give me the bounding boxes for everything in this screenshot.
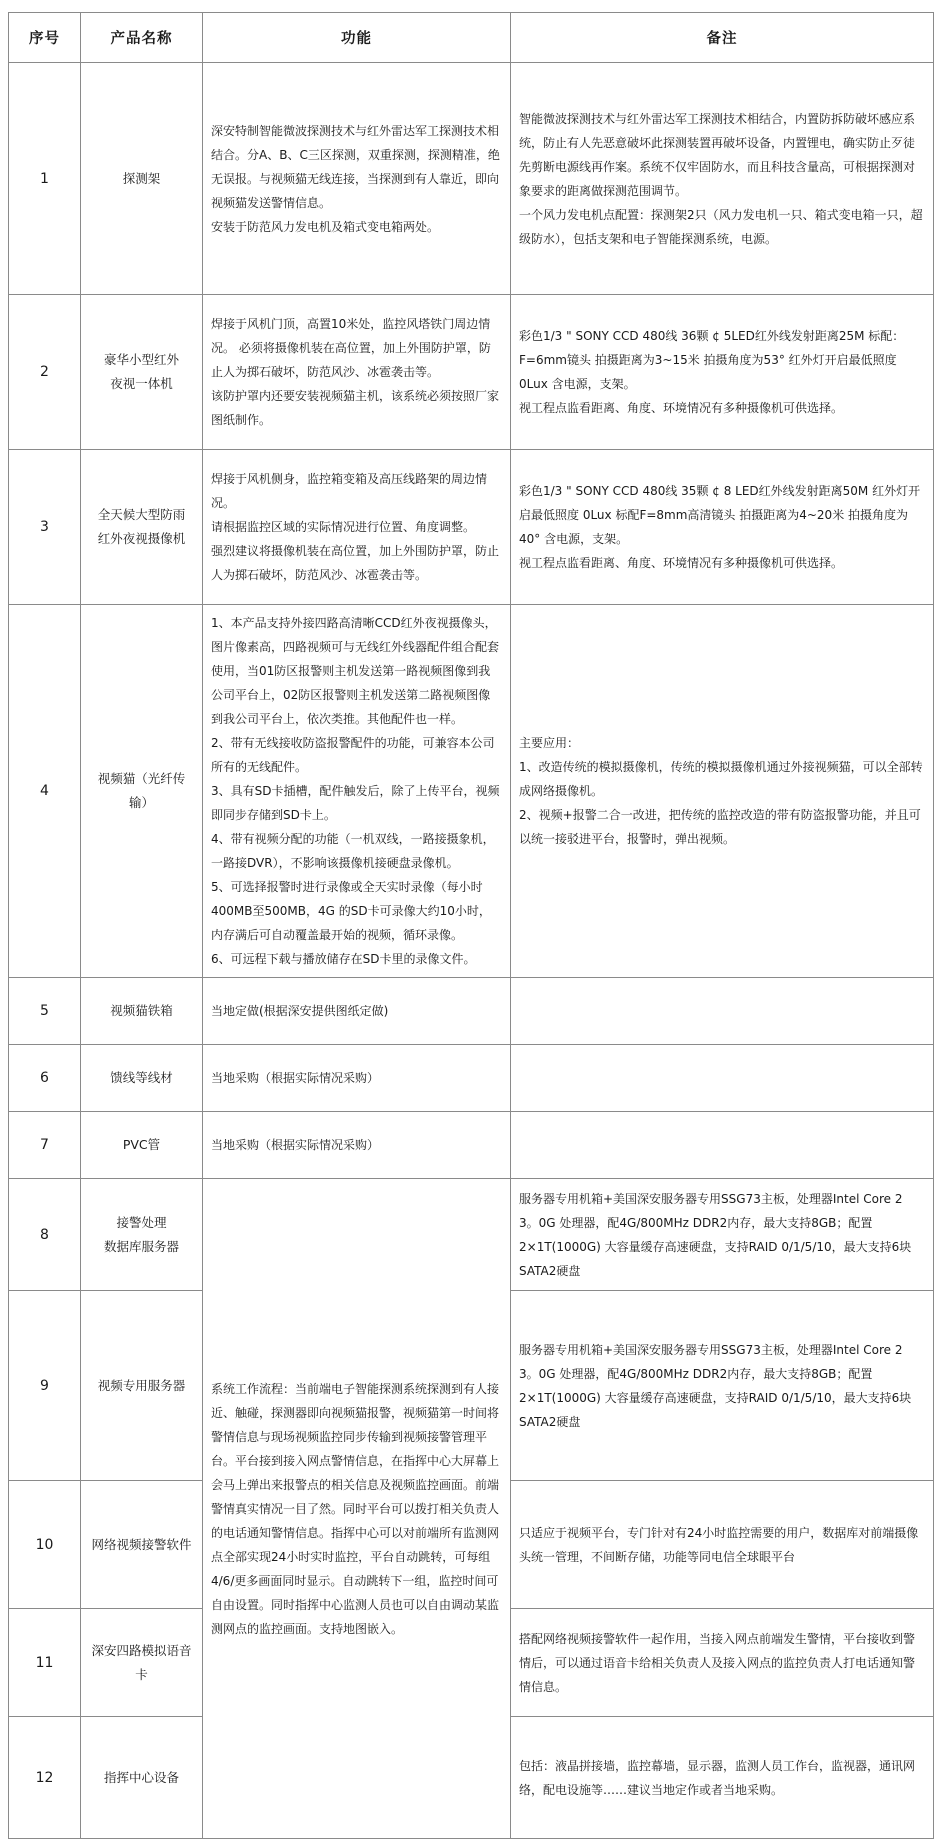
- cell-product-name: [81, 1609, 203, 1717]
- product-name-line: 豪华小型红外: [103, 352, 179, 368]
- remark-text-line: 智能微波探测技术与红外雷达军工探测技术相结合，内置防拆防破坏感应系统，防止有人先恶意破坏此探测装置再破坏设备，内置锂电，确实防止歹徒先剪断电源线再作案。系统不仅牢固防水，而且科技含量高，可根据探测对象要求的距离做探测范围调节。: [519, 111, 916, 198]
- cell-remark: [511, 978, 934, 1045]
- cell-remark: [511, 1291, 934, 1481]
- product-name-line: 视频猫铁箱: [110, 1003, 173, 1019]
- cell-serial-number: 10: [9, 1481, 81, 1609]
- function-text-line: 1、本产品支持外接四路高清晰CCD红外夜视摄像头，图片像素高，四路视频可与无线红外线器配件组合配套使用，当01防区报警则主机发送第一路视频图像到我公司平台上，02防区报警则主机发送第二路视频图像到我公司平台上，依次类推。其他配件也一样。: [211, 616, 500, 726]
- function-text-line: 焊接于风机门顶，高置10米处，监控风塔铁门周边情况。 必须将摄像机装在高位置，加上外围防护罩，防止人为掷石破坏，防范风沙、冰雹袭击等。: [211, 317, 491, 379]
- function-text-line: 5、可选择报警时进行录像或全天实时录像（每小时400MB至500MB，4G 的SD卡可录像大约10小时，内存满后可自动覆盖最开始的视频，循环录像。: [211, 880, 491, 942]
- cell-function: [203, 295, 511, 450]
- cell-function: [203, 978, 511, 1045]
- column-header-name: 产品名称: [81, 13, 203, 63]
- table-row: [9, 63, 934, 295]
- table-body: [9, 63, 934, 1839]
- cell-function: [203, 63, 511, 295]
- remark-text-line: 一个风力发电机点配置：探测架2只（风力发电机一只、箱式变电箱一只，超级防水），包括支架和电子智能探测系统，电源。: [519, 207, 923, 246]
- product-name-line: 数据库服务器: [103, 1238, 179, 1254]
- function-text-line: 当地定做(根据深安提供图纸定做): [211, 1004, 389, 1018]
- table-row: [9, 295, 934, 450]
- remark-text-line: 视工程点监看距离、角度、环境情况有多种摄像机可供选择。: [519, 401, 844, 415]
- cell-product-name: [81, 295, 203, 450]
- product-name-line: 视频猫（光纤传输）: [97, 771, 186, 810]
- cell-serial-number: 4: [9, 605, 81, 978]
- cell-function: [203, 605, 511, 978]
- function-text-line: 4、带有视频分配的功能（一机双线，一路接摄象机，一路接DVR），不影响该摄像机接硬盘录像机。: [211, 832, 495, 870]
- cell-remark: [511, 1481, 934, 1609]
- function-text-line: 请根据监控区域的实际情况进行位置、角度调整。: [211, 520, 476, 534]
- cell-product-name: [81, 450, 203, 605]
- cell-serial-number: 3: [9, 450, 81, 605]
- column-header-no: 序号: [9, 13, 81, 63]
- cell-product-name: [81, 63, 203, 295]
- cell-remark: [511, 1717, 934, 1839]
- cell-serial-number: 12: [9, 1717, 81, 1839]
- cell-product-name: [81, 605, 203, 978]
- function-text-line: 安装于防范风力发电机及箱式变电箱两处。: [211, 219, 440, 234]
- remark-text-line: 2、视频+报警二合一改进，把传统的监控改造的带有防盗报警功能，并且可以统一接驳进平台，报警时，弹出视频。: [519, 808, 921, 846]
- table-row: [9, 978, 934, 1045]
- product-name-line: 接警处理: [116, 1214, 167, 1230]
- cell-function-merged: [203, 1179, 511, 1839]
- table-row: [9, 605, 934, 978]
- product-name-line: 网络视频接警软件: [91, 1536, 192, 1552]
- remark-text-line: 只适应于视频平台，专门针对有24小时监控需要的用户，数据库对前端摄像头统一管理，不间断存储，功能等同电信全球眼平台: [519, 1525, 919, 1564]
- table-row: [9, 450, 934, 605]
- remark-text-line: 彩色1/3 " SONY CCD 480线 36颗 ¢ 5LED红外线发射距离25M 标配：F=6mm镜头 拍摄距离为3~15米 拍摄角度为53° 红外灯开启最低照度 0Lux 含电源，支架。: [519, 329, 905, 391]
- column-header-remark: 备注: [511, 13, 934, 63]
- product-name-line: 指挥中心设备: [103, 1769, 179, 1785]
- function-text-line: 焊接于风机侧身，监控箱变箱及高压线路架的周边情况。: [211, 472, 488, 510]
- remark-text-line: 1、改造传统的模拟摄像机，传统的模拟摄像机通过外接视频猫，可以全部转成网络摄像机。: [519, 760, 923, 798]
- function-text-line: 6、可远程下载与播放储存在SD卡里的录像文件。: [211, 952, 476, 966]
- cell-function: [203, 1112, 511, 1179]
- column-header-function: 功能: [203, 13, 511, 63]
- cell-function: [203, 1045, 511, 1112]
- cell-serial-number: 1: [9, 63, 81, 295]
- function-text-line: 当地采购（根据实际情况采购）: [211, 1071, 380, 1085]
- table-row: [9, 1045, 934, 1112]
- cell-remark: [511, 1112, 934, 1179]
- cell-serial-number: 8: [9, 1179, 81, 1291]
- product-name-line: 视频专用服务器: [97, 1377, 186, 1393]
- remark-text-line: 主要应用：: [519, 736, 580, 750]
- cell-serial-number: 2: [9, 295, 81, 450]
- product-name-line: 探测架: [122, 170, 161, 186]
- remark-text-line: 服务器专用机箱+美国深安服务器专用SSG73主板，处理器Intel Core 2 3。0G 处理器，配4G/800MHz DDR2内存，最大支持8GB；配置2×1T(1000G) 大容量缓存高速硬盘，支持RAID 0/1/5/10，最大支持6块SATA2硬盘: [519, 1342, 912, 1429]
- function-text-line: 3、具有SD卡插槽，配件触发后，除了上传平台，视频即同步存储到SD卡上。: [211, 784, 500, 822]
- cell-serial-number: 5: [9, 978, 81, 1045]
- product-name-line: 全天候大型防雨: [97, 507, 186, 523]
- cell-serial-number: 9: [9, 1291, 81, 1481]
- cell-product-name: [81, 978, 203, 1045]
- function-text-line: 强烈建议将摄像机装在高位置，加上外围防护罩，防止人为掷石破坏，防范风沙、冰雹袭击等。: [211, 544, 500, 582]
- cell-product-name: [81, 1045, 203, 1112]
- cell-serial-number: 6: [9, 1045, 81, 1112]
- cell-remark: [511, 450, 934, 605]
- table-header: [9, 13, 934, 63]
- remark-text-line: 彩色1/3 " SONY CCD 480线 35颗 ¢ 8 LED红外线发射距离50M 红外灯开启最低照度 0Lux 标配F=8mm高清镜头 拍摄距离为4~20米 拍摄角度为40° 含电源，支架。: [519, 484, 921, 546]
- cell-function: [203, 450, 511, 605]
- header-row: [9, 13, 934, 63]
- product-name-line: 馈线等线材: [110, 1070, 173, 1086]
- remark-text-line: 搭配网络视频接警软件一起作用，当接入网点前端发生警情，平台接收到警情后，可以通过语音卡给相关负责人及接入网点的监控负责人打电话通知警情信息。: [519, 1631, 916, 1694]
- product-name-line: 夜视一体机: [110, 376, 173, 391]
- table-row: [9, 1112, 934, 1179]
- cell-remark: [511, 1179, 934, 1291]
- cell-remark: [511, 63, 934, 295]
- cell-product-name: [81, 1179, 203, 1291]
- function-text-line: 深安特制智能微波探测技术与红外雷达军工探测技术相结合。分A、B、C三区探测，双重探测，探测精准，绝无误报。与视频猫无线连接，当探测到有人靠近，即向视频猫发送警情信息。: [211, 123, 500, 210]
- cell-remark: [511, 295, 934, 450]
- product-spec-table: [8, 12, 934, 1839]
- table-row: [9, 1179, 934, 1291]
- cell-product-name: [81, 1717, 203, 1839]
- cell-remark: [511, 605, 934, 978]
- cell-remark: [511, 1045, 934, 1112]
- remark-text-line: 服务器专用机箱+美国深安服务器专用SSG73主板，处理器Intel Core 2 3。0G 处理器，配4G/800MHz DDR2内存，最大支持8GB；配置2×1T(1000G) 大容量缓存高速硬盘，支持RAID 0/1/5/10，最大支持6块SATA2硬盘: [519, 1191, 912, 1278]
- cell-remark: [511, 1609, 934, 1717]
- product-name-line: PVC管: [122, 1137, 161, 1153]
- cell-product-name: [81, 1291, 203, 1481]
- cell-serial-number: 7: [9, 1112, 81, 1179]
- cell-serial-number: 11: [9, 1609, 81, 1717]
- product-name-line: 红外夜视摄像机: [97, 531, 186, 546]
- product-name-line: 深安四路模拟语音卡: [91, 1642, 192, 1682]
- function-text: 系统工作流程：当前端电子智能探测系统探测到有人接近、触碰，探测器即向视频猫报警，视频猫第一时间将警情信息与现场视频监控同步传输到视频接警管理平台。平台接到接入网点警情信息，在指挥中心大屏幕上会马上弹出来报警点的相关信息及视频监控画面。前端警情真实情况一目了然。同时平台可以拨打相关负责人的电话通知警情信息。指挥中心可以对前端所有监测网点全部实现24小时实时监控，平台自动跳转，可每组4/6/更多画面同时显示。自动跳转下一组，监控时间可自由设置。同时指挥中心监测人员也可以自由调动某监测网点的监控画面。支持地图嵌入。: [211, 1381, 500, 1636]
- remark-text-line: 包括：液晶拼接墙，监控幕墙，显示器，监测人员工作台，监视器，通讯网络，配电设施等……建议当地定作或者当地采购。: [519, 1758, 916, 1797]
- cell-product-name: [81, 1112, 203, 1179]
- function-text-line: 2、带有无线接收防盗报警配件的功能，可兼容本公司所有的无线配件。: [211, 736, 495, 774]
- remark-text-line: 视工程点监看距离、角度、环境情况有多种摄像机可供选择。: [519, 556, 844, 570]
- function-text-line: 当地采购（根据实际情况采购）: [211, 1138, 380, 1152]
- cell-product-name: [81, 1481, 203, 1609]
- function-text-line: 该防护罩内还要安装视频猫主机，该系统必须按照厂家图纸制作。: [211, 389, 500, 427]
